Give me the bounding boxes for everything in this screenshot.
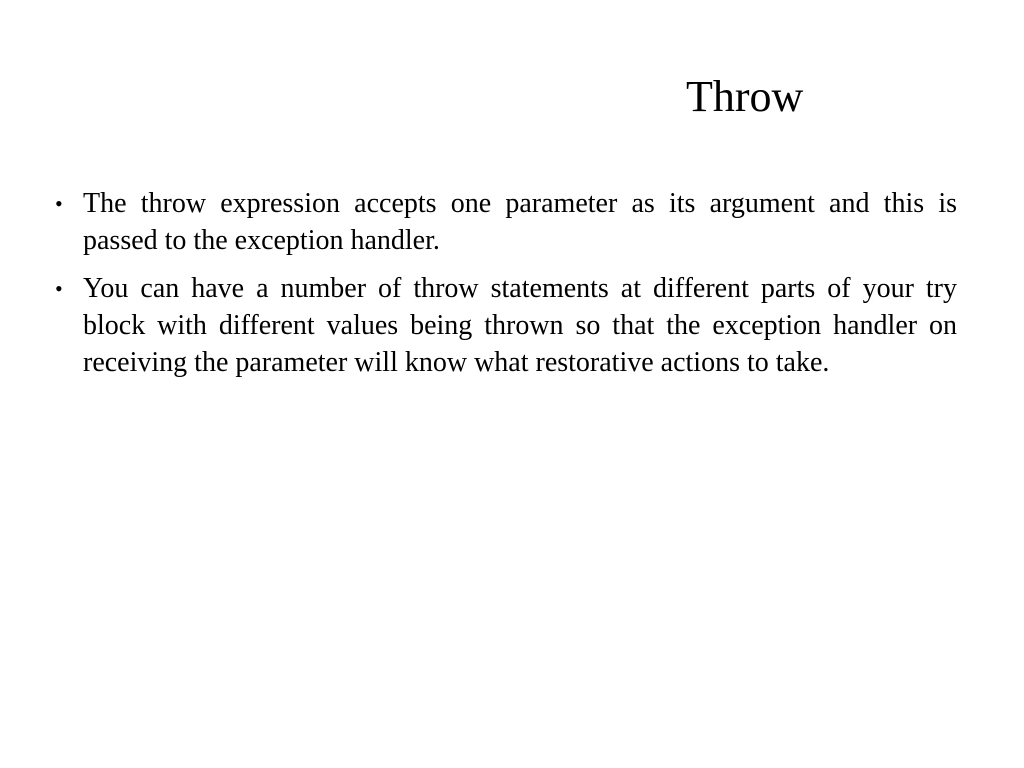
slide-title: Throw: [686, 72, 804, 121]
bullet-icon: •: [55, 191, 63, 216]
bullet-list: [55, 185, 957, 392]
bullet-text: You can have a number of throw statements at different parts of your try block with different values being thrown so that the exception handler on receiving the parameter will know what restorative actions to take.: [83, 273, 957, 378]
bullet-item: [55, 185, 957, 259]
bullet-icon: •: [55, 276, 63, 301]
bullet-text: The throw expression accepts one parameter as its argument and this is passed to the exception handler.: [83, 188, 957, 256]
bullet-item: [55, 270, 957, 381]
